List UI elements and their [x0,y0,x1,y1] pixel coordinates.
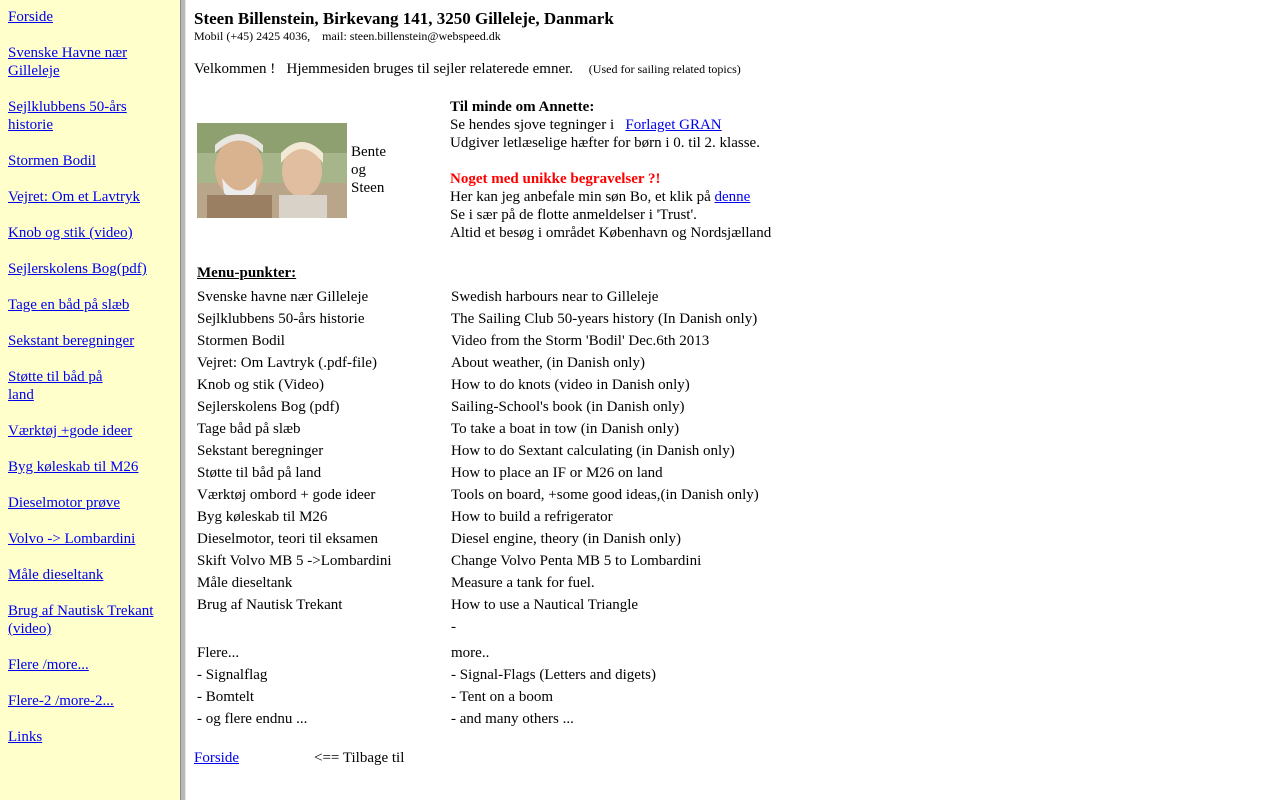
sidebar-item-nautisk-trekant[interactable]: Brug af Nautisk Trekant (video) [8,603,154,637]
menu-cell-danish: - Bomtelt [197,689,255,705]
menu-cell-danish: Sejlklubbens 50-års historie [197,311,365,327]
memorial-text: Her kan jeg anbefale min søn Bo, et klik på [450,189,711,205]
back-label: <== Tilbage til [314,750,405,766]
sidebar-item-forside[interactable]: Forside [8,9,53,25]
memorial-line: Se i sær på de flotte anmeldelser i 'Trust'. [450,207,697,223]
menu-heading: Menu-punkter: [197,265,297,281]
sidebar-item-flere-2[interactable]: Flere-2 /more-2... [8,693,114,709]
menu-cell-danish: Flere... [197,645,240,661]
menu-cell-english: How to place an IF or M26 on land [451,465,663,481]
menu-cell-english: The Sailing Club 50-years history (In Danish only) [451,311,758,327]
sidebar-item-sekstant[interactable]: Sekstant beregninger [8,333,135,349]
sidebar-item-links[interactable]: Links [8,729,43,745]
menu-cell-english: - Signal-Flags (Letters and digets) [451,667,656,683]
welcome-english: (Used for sailing related topics) [588,62,741,76]
menu-cell-english: more.. [451,645,490,661]
page-title: Steen Billenstein, Birkevang 141, 3250 Gilleleje, Danmark [194,9,614,28]
menu-cell-english: - [451,619,456,635]
sidebar-item-svenske-havne[interactable]: Svenske Havne nær Gilleleje [8,45,128,79]
menu-cell-danish: Brug af Nautisk Trekant [197,597,343,613]
menu-cell-danish: Knob og stik (Video) [197,377,325,393]
menu-cell-english: Diesel engine, theory (in Danish only) [451,531,681,547]
menu-cell-danish: Vejret: Om Lavtryk (.pdf-file) [197,355,377,371]
menu-cell-danish: Skift Volvo MB 5 ->Lombardini [197,553,392,569]
sidebar-item-vaerktoej[interactable]: Værktøj +gode ideer [8,423,133,439]
caption-line: Bente [351,144,386,160]
menu-cell-english: - and many others ... [451,711,574,727]
menu-cell-danish: Svenske havne nær Gilleleje [197,289,369,305]
menu-cell-english: Video from the Storm 'Bodil' Dec.6th 2013 [451,333,710,349]
menu-cell-danish: Støtte til båd på land [197,465,322,481]
portrait-photo [197,123,347,218]
sidebar-nav [0,0,180,800]
main-content [186,0,1280,800]
menu-cell-english: - Tent on a boom [451,689,553,705]
sidebar-item-sejlklub-historie[interactable]: Sejlklubbens 50-års historie [8,99,127,133]
caption-line: og [351,162,366,178]
menu-cell-danish: Tage båd på slæb [197,421,301,437]
portrait-photo-image [197,123,347,218]
menu-cell-english: Sailing-School's book (in Danish only) [451,399,685,415]
photo-caption [351,143,386,197]
menu-cell-english: Change Volvo Penta MB 5 to Lombardini [451,553,702,569]
forlaget-gran-link[interactable]: Forlaget GRAN [625,117,722,133]
denne-link[interactable]: denne [714,189,751,205]
sidebar-item-maale-dieseltank[interactable]: Måle dieseltank [8,567,104,583]
menu-cell-danish: Byg køleskab til M26 [197,509,328,525]
memorial-line [450,116,771,134]
menu-cell-english: About weather, (in Danish only) [451,355,645,371]
sidebar-item-volvo-lombardini[interactable]: Volvo -> Lombardini [8,531,136,547]
menu-cell-english: How to use a Nautical Triangle [451,597,639,613]
menu-cell-danish: - og flere endnu ... [197,711,308,727]
menu-cell-english: To take a boat in tow (in Danish only) [451,421,680,437]
menu-cell-english: Swedish harbours near to Gilleleje [451,289,659,305]
menu-cell-english: How to do knots (video in Danish only) [451,377,690,393]
sidebar-item-tage-paa-slaeb[interactable]: Tage en båd på slæb [8,297,130,313]
sidebar-item-koeleskab[interactable]: Byg køleskab til M26 [8,459,139,475]
funeral-heading: Noget med unikke begravelser ?! [450,171,661,187]
menu-cell-danish: - Signalflag [197,667,268,683]
sidebar-item-dieselmotor[interactable]: Dieselmotor prøve [8,495,121,511]
phone-number: Mobil (+45) 2425 4036, [194,29,311,43]
back-to-forside-link[interactable]: Forside [194,750,239,766]
menu-cell-english: How to build a refrigerator [451,509,613,525]
memorial-section [450,98,771,242]
sidebar-item-stormen-bodil[interactable]: Stormen Bodil [8,153,96,169]
menu-cell-english: How to do Sextant calculating (in Danish only) [451,443,735,459]
welcome-danish: Velkommen ! Hjemmesiden bruges til sejler relaterede emner. [194,61,574,77]
menu-cell-danish: Værktøj ombord + gode ideer [197,487,376,503]
sidebar-item-sejlerskolens-bog[interactable]: Sejlerskolens Bog(pdf) [8,261,147,277]
caption-line: Steen [351,180,385,196]
sidebar-item-knob-og-stik[interactable]: Knob og stik (video) [8,225,133,241]
menu-cell-english: Tools on board, +some good ideas,(in Danish only) [451,487,759,503]
memorial-heading: Til minde om Annette: [450,99,595,115]
memorial-line: Altid et besøg i området København og Nordsjælland [450,225,772,241]
menu-cell-danish: Måle dieseltank [197,575,293,591]
contact-line [194,29,501,44]
menu-cell-danish: Stormen Bodil [197,333,285,349]
sidebar-item-stoette-til-baad[interactable]: Støtte til båd på land [8,369,103,403]
menu-cell-danish: Sejlerskolens Bog (pdf) [197,399,340,415]
memorial-line [450,188,771,206]
email-address: mail: steen.billenstein@webspeed.dk [322,29,501,43]
menu-cell-english: Measure a tank for fuel. [451,575,595,591]
memorial-line: Udgiver letlæselige hæfter for børn i 0. til 2. klasse. [450,135,760,151]
sidebar-item-vejret[interactable]: Vejret: Om et Lavtryk [8,189,141,205]
menu-cell-danish: Dieselmotor, teori til eksamen [197,531,379,547]
memorial-text: Se hendes sjove tegninger i [450,117,615,133]
menu-cell-danish: Sekstant beregninger [197,443,324,459]
welcome-text [194,61,741,78]
sidebar-item-flere[interactable]: Flere /more... [8,657,89,673]
